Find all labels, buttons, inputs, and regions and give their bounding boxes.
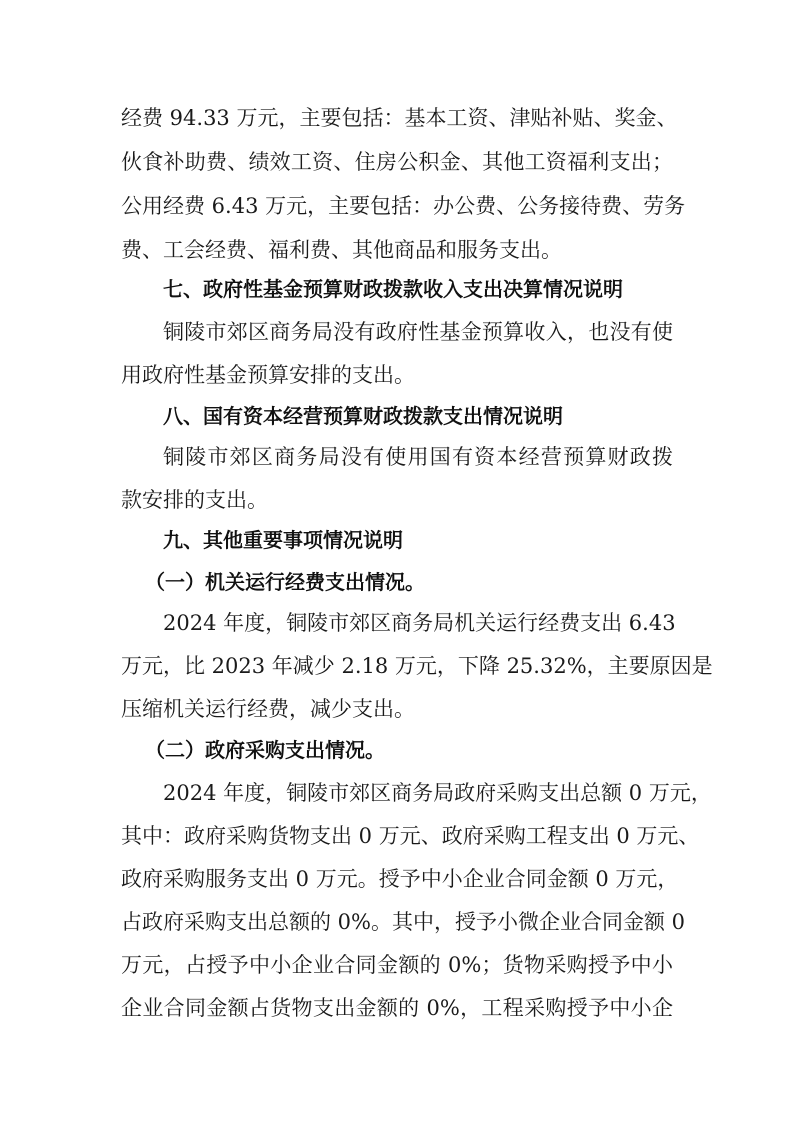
subsection-heading-1: （一）机关运行经费支出情况。 (145, 570, 425, 594)
paragraph-line: 用政府性基金预算安排的支出。 (121, 363, 415, 387)
paragraph-line: 伙食补助费、绩效工资、住房公积金、其他工资福利支出； (121, 150, 673, 174)
paragraph-line: 企业合同金额占货物支出金额的 0%，工程采购授予中小企 (121, 996, 673, 1020)
paragraph-line: 费、工会经费、福利费、其他商品和服务支出。 (121, 238, 562, 262)
section-heading-8: 八、国有资本经营预算财政拨款支出情况说明 (163, 404, 563, 428)
paragraph-line: 压缩机关运行经费，减少支出。 (121, 697, 415, 721)
paragraph-line: 铜陵市郊区商务局没有使用国有资本经营预算财政拨 (163, 445, 673, 469)
section-heading-7: 七、政府性基金预算财政拨款收入支出决算情况说明 (163, 277, 623, 301)
paragraph-line: 公用经费 6.43 万元，主要包括：办公费、公务接待费、劳务 (121, 194, 686, 218)
paragraph-line: 万元，比 2023 年减少 2.18 万元，下降 25.32%，主要原因是 (121, 654, 713, 678)
paragraph-line: 2024 年度，铜陵市郊区商务局机关运行经费支出 6.43 (163, 611, 676, 635)
section-heading-9: 九、其他重要事项情况说明 (163, 528, 403, 552)
paragraph-line: 其中：政府采购货物支出 0 万元、政府采购工程支出 0 万元、 (121, 824, 700, 848)
paragraph-line: 经费 94.33 万元，主要包括：基本工资、津贴补贴、奖金、 (121, 106, 678, 130)
paragraph-line: 铜陵市郊区商务局没有政府性基金预算收入，也没有使 (163, 320, 673, 344)
paragraph-line: 占政府采购支出总额的 0%。其中，授予小微企业合同金额 0 (121, 910, 686, 934)
paragraph-line: 政府采购服务支出 0 万元。授予中小企业合同金额 0 万元， (121, 867, 679, 891)
paragraph-line: 万元，占授予中小企业合同金额的 0%；货物采购授予中小 (121, 953, 673, 977)
paragraph-line: 款安排的支出。 (121, 488, 268, 512)
paragraph-line: 2024 年度，铜陵市郊区商务局政府采购支出总额 0 万元， (163, 781, 712, 805)
subsection-heading-2: （二）政府采购支出情况。 (145, 738, 385, 762)
